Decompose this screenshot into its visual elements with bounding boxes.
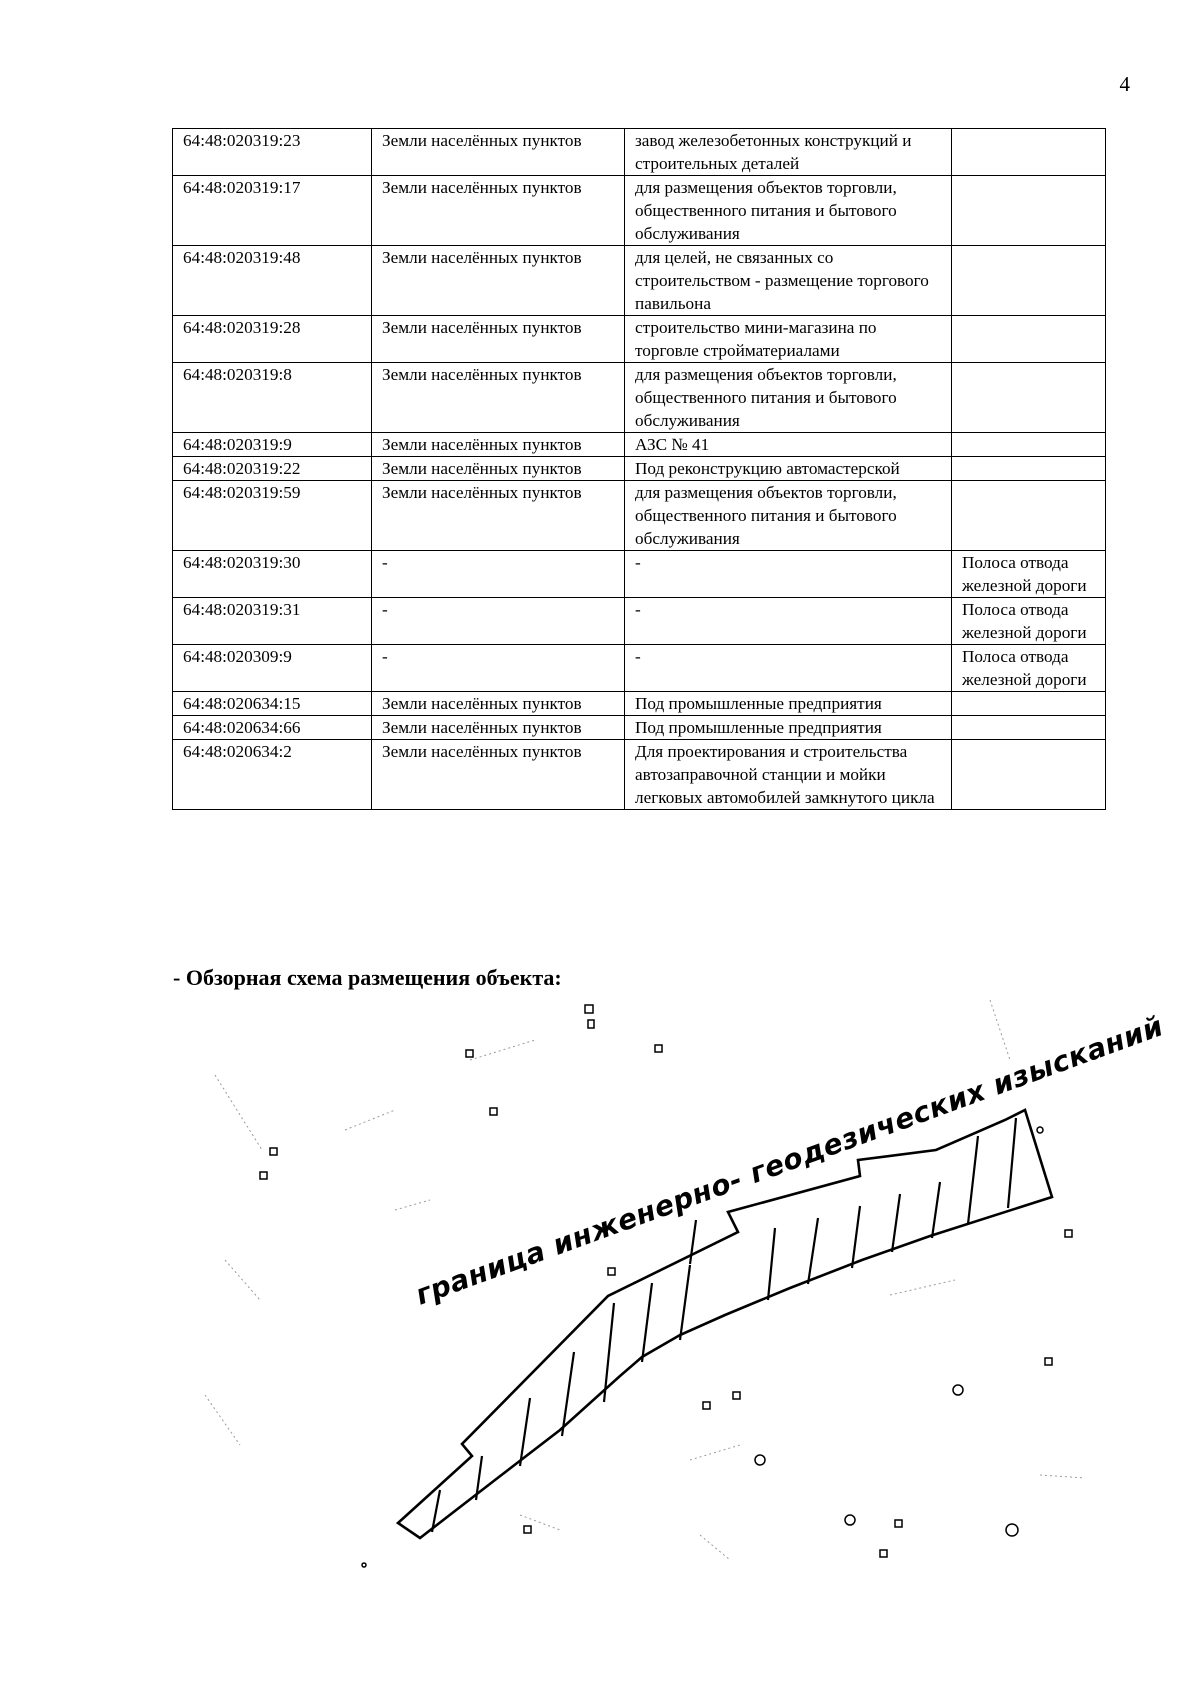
permitted-use-cell: -	[625, 551, 952, 598]
land-category-cell: -	[372, 645, 625, 692]
table-row	[173, 716, 1106, 740]
table-row	[173, 598, 1106, 645]
land-category-cell: Земли населённых пунктов	[372, 246, 625, 316]
note-cell: Полоса отвода железной дороги	[952, 598, 1106, 645]
table-row	[173, 457, 1106, 481]
note-cell	[952, 176, 1106, 246]
permitted-use-cell: для размещения объектов торговли, общественного питания и бытового обслуживания	[625, 481, 952, 551]
permitted-use-cell: Под реконструкцию автомастерской	[625, 457, 952, 481]
parcel-table-body	[173, 129, 1106, 810]
table-row	[173, 363, 1106, 433]
note-cell	[952, 457, 1106, 481]
cadastral-number-cell: 64:48:020319:8	[173, 363, 372, 433]
cadastral-number-cell: 64:48:020319:28	[173, 316, 372, 363]
land-category-cell: Земли населённых пунктов	[372, 176, 625, 246]
land-category-cell: Земли населённых пунктов	[372, 457, 625, 481]
cadastral-number-cell: 64:48:020319:48	[173, 246, 372, 316]
table-row	[173, 176, 1106, 246]
boundary-label: граница инженерно- геодезических изысканий	[411, 1009, 1168, 1312]
permitted-use-cell: АЗС № 41	[625, 433, 952, 457]
table-row	[173, 316, 1106, 363]
permitted-use-cell: для целей, не связанных со строительством - размещение торгового павильона	[625, 246, 952, 316]
permitted-use-cell: для размещения объектов торговли, общественного питания и бытового обслуживания	[625, 176, 952, 246]
cadastral-number-cell: 64:48:020319:30	[173, 551, 372, 598]
permitted-use-cell: для размещения объектов торговли, общественного питания и бытового обслуживания	[625, 363, 952, 433]
cadastral-number-cell: 64:48:020309:9	[173, 645, 372, 692]
permitted-use-cell: Под промышленные предприятия	[625, 716, 952, 740]
land-category-cell: Земли населённых пунктов	[372, 740, 625, 810]
note-cell	[952, 716, 1106, 740]
land-category-cell: Земли населённых пунктов	[372, 481, 625, 551]
land-category-cell: Земли населённых пунктов	[372, 716, 625, 740]
note-cell: Полоса отвода железной дороги	[952, 645, 1106, 692]
land-category-cell: Земли населённых пунктов	[372, 129, 625, 176]
land-category-cell: Земли населённых пунктов	[372, 433, 625, 457]
permitted-use-cell: -	[625, 645, 952, 692]
cadastral-number-cell: 64:48:020319:59	[173, 481, 372, 551]
note-cell	[952, 740, 1106, 810]
table-row	[173, 246, 1106, 316]
permitted-use-cell: строительство мини-магазина по торговле стройматериалами	[625, 316, 952, 363]
table-row	[173, 692, 1106, 716]
table-row	[173, 129, 1106, 176]
cadastral-number-cell: 64:48:020319:31	[173, 598, 372, 645]
land-category-cell: Земли населённых пунктов	[372, 692, 625, 716]
note-cell	[952, 692, 1106, 716]
cadastral-number-cell: 64:48:020634:66	[173, 716, 372, 740]
table-row	[173, 645, 1106, 692]
land-category-cell: -	[372, 551, 625, 598]
cadastral-number-cell: 64:48:020319:23	[173, 129, 372, 176]
land-category-cell: Земли населённых пунктов	[372, 316, 625, 363]
table-row	[173, 433, 1106, 457]
table-row	[173, 740, 1106, 810]
cadastral-number-cell: 64:48:020319:22	[173, 457, 372, 481]
note-cell	[952, 363, 1106, 433]
note-cell	[952, 246, 1106, 316]
permitted-use-cell: -	[625, 598, 952, 645]
note-cell	[952, 481, 1106, 551]
permitted-use-cell: Под промышленные предприятия	[625, 692, 952, 716]
parcel-table	[172, 128, 1106, 810]
page-number: 4	[1119, 72, 1130, 96]
permitted-use-cell: завод железобетонных конструкций и строительных деталей	[625, 129, 952, 176]
cadastral-number-cell: 64:48:020634:15	[173, 692, 372, 716]
note-cell	[952, 129, 1106, 176]
cadastral-number-cell: 64:48:020319:17	[173, 176, 372, 246]
table-row	[173, 481, 1106, 551]
note-cell	[952, 433, 1106, 457]
land-category-cell: Земли населённых пунктов	[372, 363, 625, 433]
note-cell	[952, 316, 1106, 363]
land-category-cell: -	[372, 598, 625, 645]
cadastral-number-cell: 64:48:020319:9	[173, 433, 372, 457]
overview-scheme	[0, 995, 1200, 1615]
cadastral-number-cell: 64:48:020634:2	[173, 740, 372, 810]
note-cell: Полоса отвода железной дороги	[952, 551, 1106, 598]
permitted-use-cell: Для проектирования и строительства автозаправочной станции и мойки легковых автомобилей замкнутого цикла	[625, 740, 952, 810]
section-heading: - Обзорная схема размещения объекта:	[173, 965, 562, 990]
table-row	[173, 551, 1106, 598]
